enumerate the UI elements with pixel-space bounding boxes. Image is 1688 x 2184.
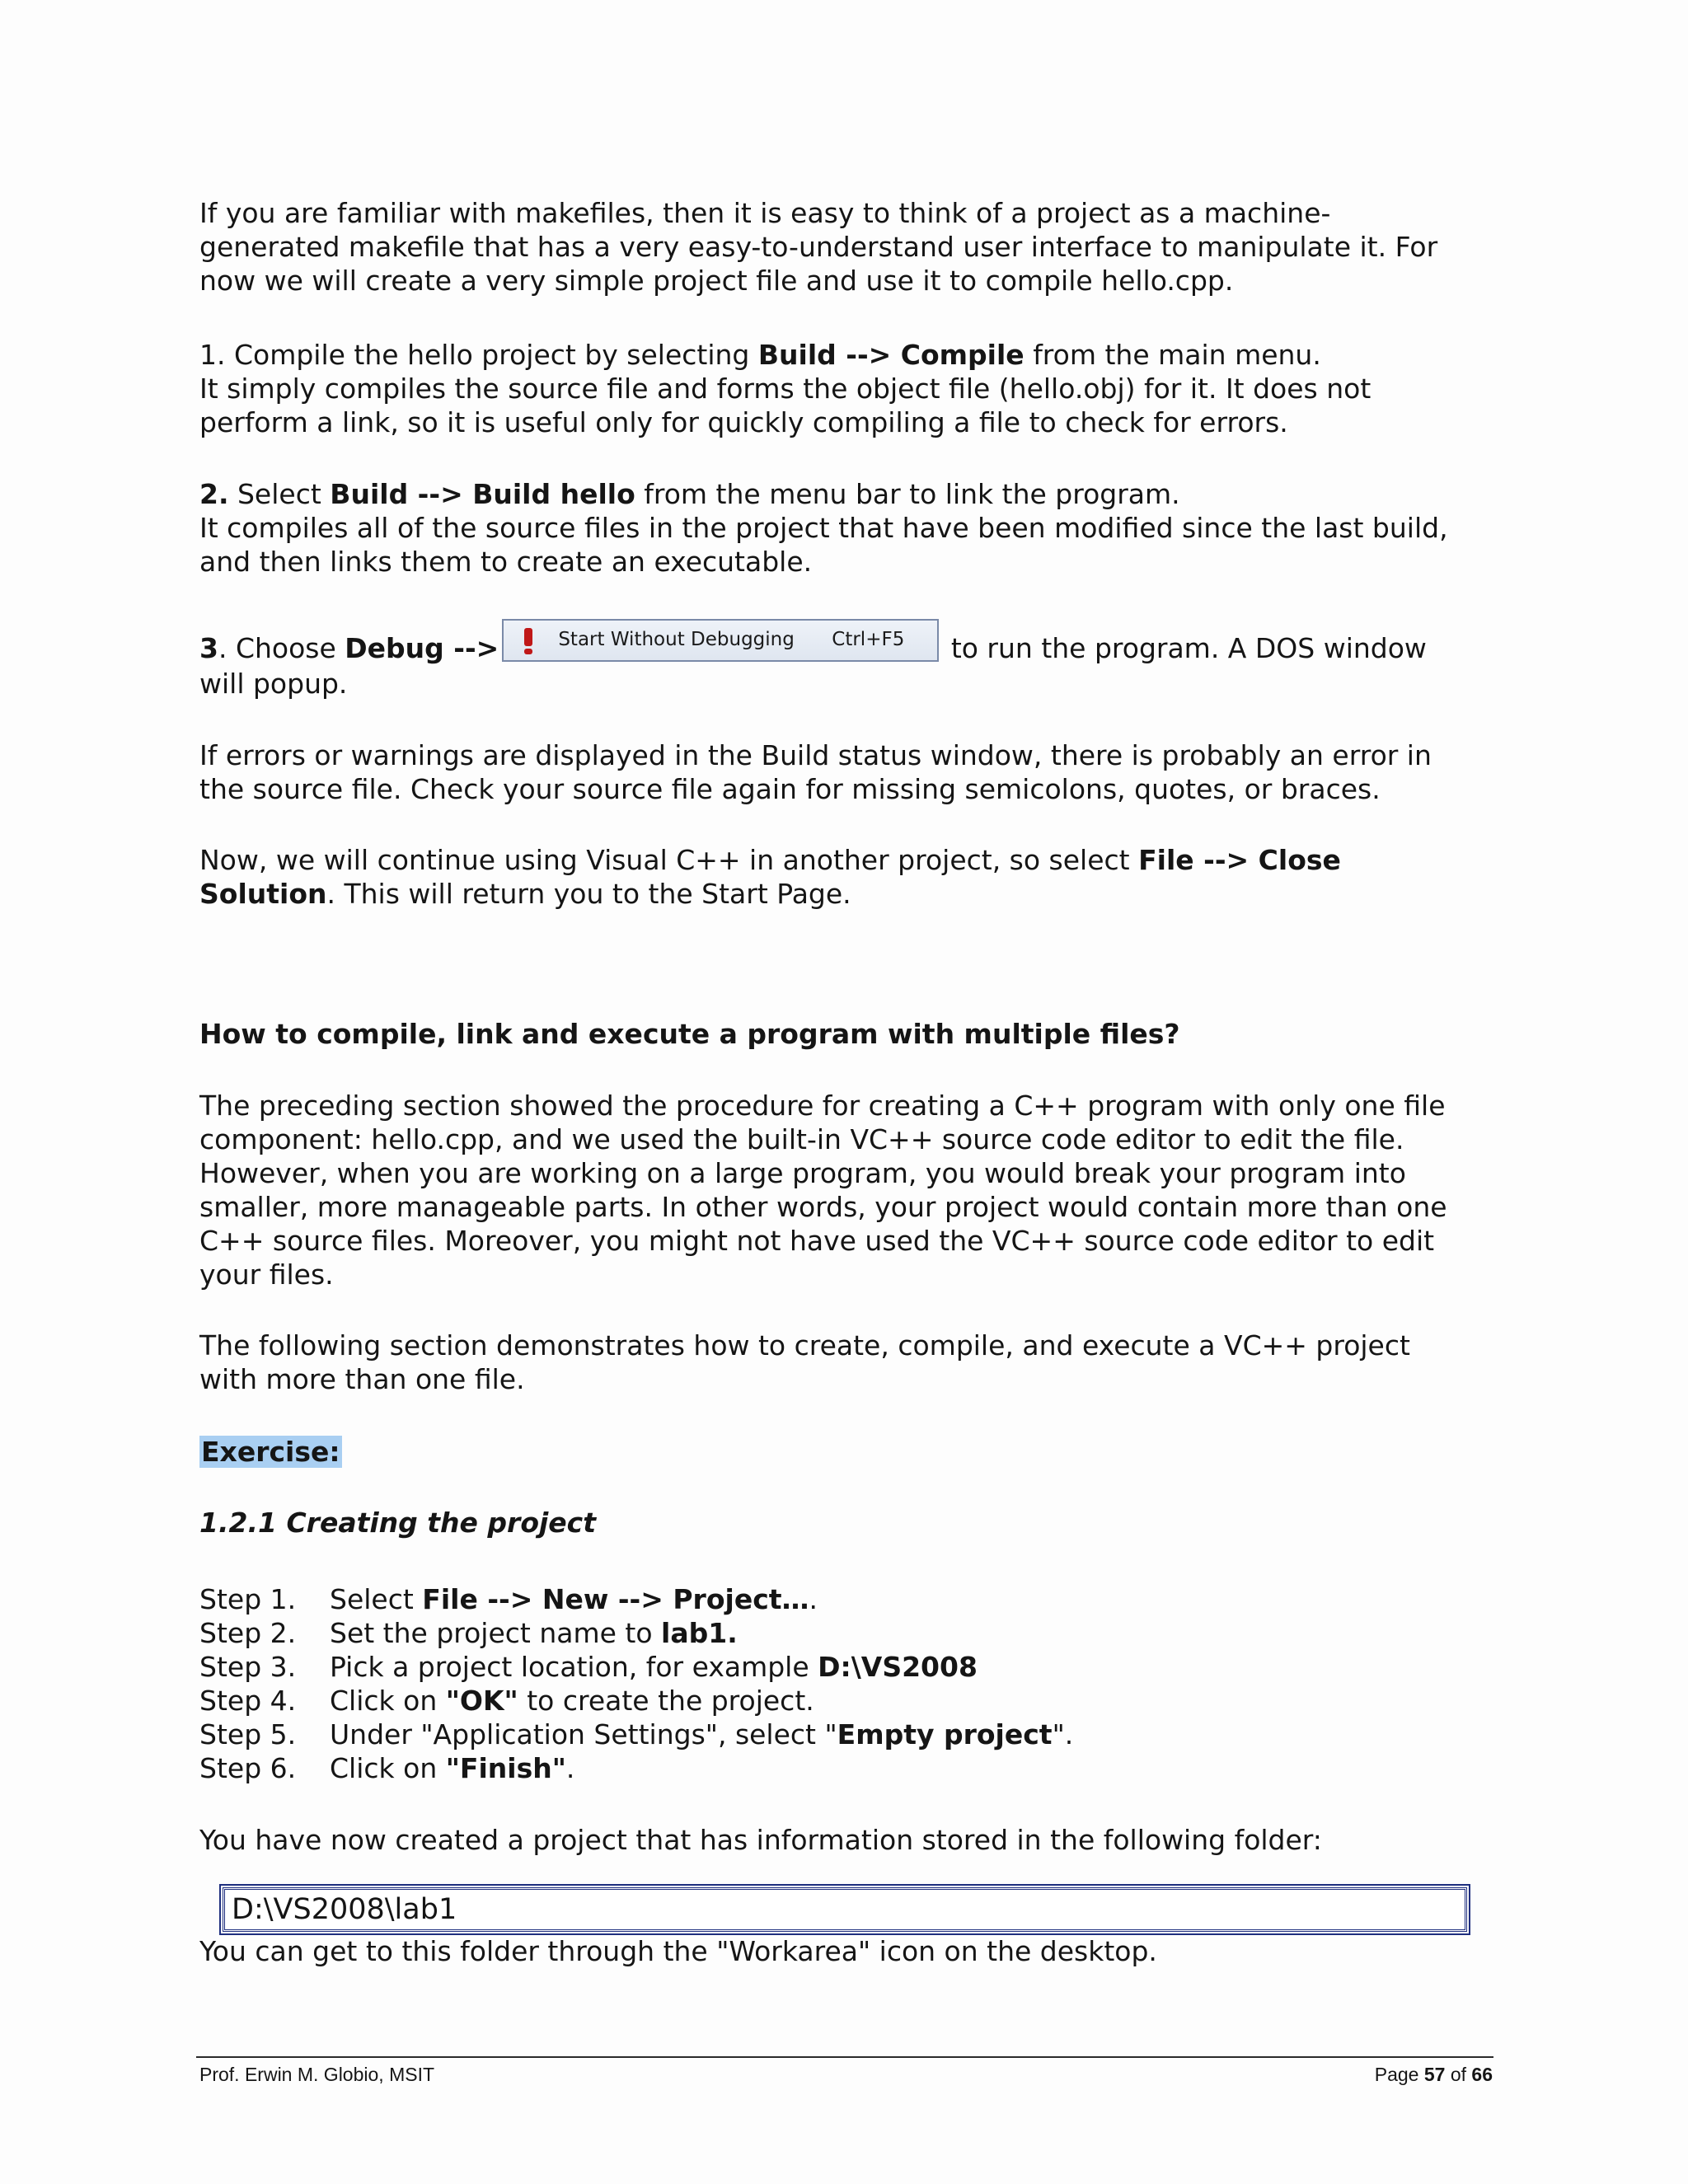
footer-author: Prof. Erwin M. Globio, MSIT xyxy=(199,2064,435,2085)
compile-paragraph xyxy=(199,338,1493,439)
step-label: Step 2. xyxy=(199,1617,297,1649)
following-section-paragraph xyxy=(199,1329,1493,1396)
debug-paragraph xyxy=(199,631,1493,701)
workarea-text: You can get to this folder through the "Workarea" icon on the desktop. xyxy=(199,1935,1157,1967)
text-line: Now, we will continue using Visual C++ in another project, so select File --> Close xyxy=(199,844,1341,876)
text-line: C++ source files. Moreover, you might not have used the VC++ source code editor to edit xyxy=(199,1225,1435,1257)
text-line: now we will create a very simple project file and use it to compile hello.cpp. xyxy=(199,265,1234,297)
step-label: Step 4. xyxy=(199,1685,297,1717)
text-line: 1. Compile the hello project by selecting Build --> Compile from the main menu. xyxy=(199,339,1321,371)
shortcut-label: Ctrl+F5 xyxy=(832,629,905,650)
text-line: If errors or warnings are displayed in the Build status window, there is probably an error in xyxy=(199,739,1432,771)
step-text: Set the project name to lab1. xyxy=(330,1617,738,1649)
build-paragraph xyxy=(199,477,1493,579)
step-label: Step 5. xyxy=(199,1718,297,1750)
step-text: Click on "Finish". xyxy=(330,1752,575,1784)
text-line: Solution. This will return you to the Start Page. xyxy=(199,878,851,910)
page-number: Page 57 of 66 xyxy=(1374,2064,1493,2085)
step-text: Click on "OK" to create the project. xyxy=(330,1685,814,1717)
close-solution-paragraph xyxy=(199,843,1493,911)
exclamation-icon xyxy=(518,626,538,654)
text-line: your files. xyxy=(199,1258,334,1291)
start-without-debugging-button xyxy=(502,619,939,662)
folder-path-box: D:\VS2008\lab1 xyxy=(223,1887,1467,1932)
text-line: The preceding section showed the procedure for creating a C++ program with only one file xyxy=(199,1090,1446,1122)
text-line: and then links them to create an executable. xyxy=(199,546,813,578)
text-line: perform a link, so it is useful only for quickly compiling a file to check for errors. xyxy=(199,406,1288,438)
step-text: Pick a project location, for example D:\VS2008 xyxy=(330,1651,978,1683)
text-line: It compiles all of the source files in the project that have been modified since the last build, xyxy=(199,512,1448,544)
errors-paragraph xyxy=(199,738,1493,806)
step-label: Step 3. xyxy=(199,1651,297,1683)
button-label: Start Without Debugging xyxy=(558,629,795,650)
text-line: smaller, more manageable parts. In other words, your project would contain more than one xyxy=(199,1191,1447,1223)
subsection-heading: 1.2.1 Creating the project xyxy=(199,1507,597,1539)
text-line: 3. Choose Debug --> Start Without Debugging Ctrl+F5 to run the program. A DOS window xyxy=(199,631,1493,667)
section-heading: How to compile, link and execute a program with multiple files? xyxy=(199,1018,1180,1050)
text-line: If you are familiar with makefiles, then it is easy to think of a project as a machine- xyxy=(199,197,1331,229)
steps-list xyxy=(199,1582,1493,1785)
text-line: with more than one file. xyxy=(199,1363,525,1395)
exercise-label: Exercise: xyxy=(201,1436,340,1468)
text-line: the source file. Check your source file again for missing semicolons, quotes, or braces. xyxy=(199,773,1381,805)
text-line: The following section demonstrates how to create, compile, and execute a VC++ project xyxy=(199,1329,1410,1361)
text-line: will popup. xyxy=(199,667,348,700)
folder-info-text: You have now created a project that has information stored in the following folder: xyxy=(199,1824,1322,1856)
footer-divider xyxy=(196,2056,1493,2058)
step-label: Step 1. xyxy=(199,1583,297,1615)
intro-paragraph xyxy=(199,196,1493,298)
step-label: Step 6. xyxy=(199,1752,297,1784)
step-text: Under "Application Settings", select "Empty project". xyxy=(330,1718,1074,1750)
text-line: generated makefile that has a very easy-to-understand user interface to manipulate it. For xyxy=(199,231,1438,263)
multifile-paragraph xyxy=(199,1089,1493,1291)
text-line: It simply compiles the source file and forms the object file (hello.obj) for it. It does not xyxy=(199,373,1372,405)
text-line: component: hello.cpp, and we used the built-in VC++ source code editor to edit the file. xyxy=(199,1123,1404,1155)
text-line: However, when you are working on a large program, you would break your program into xyxy=(199,1157,1406,1189)
step-text: Select File --> New --> Project…. xyxy=(330,1583,818,1615)
text-line: 2. Select Build --> Build hello from the menu bar to link the program. xyxy=(199,478,1180,510)
